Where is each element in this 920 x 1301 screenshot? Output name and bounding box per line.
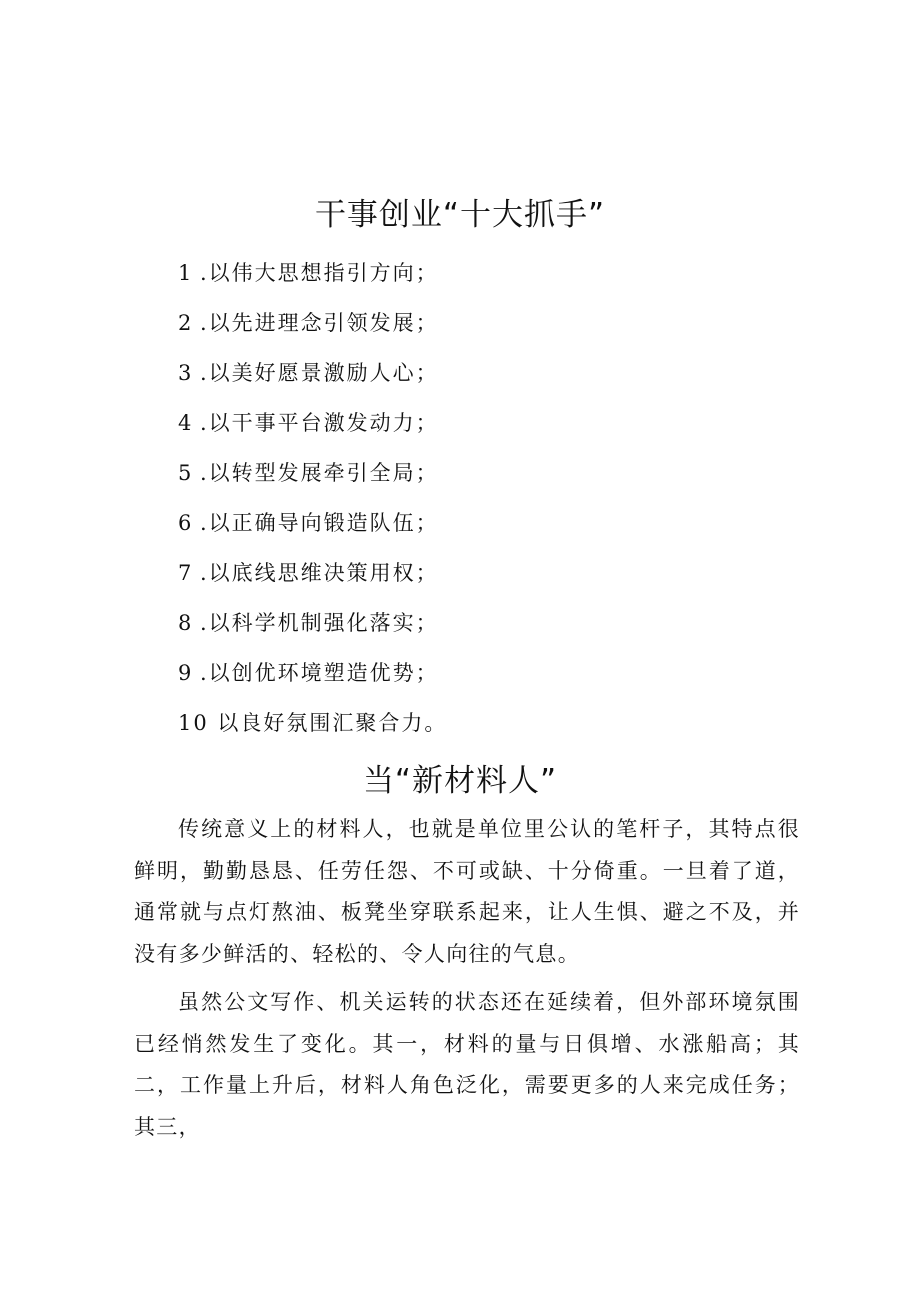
list-item [178,448,447,498]
item-text: .以底线思维决策用权； [200,561,439,585]
item-text: .以伟大思想指引方向； [200,261,439,285]
item-text: .以干事平台激发动力； [200,411,439,435]
item-number: 4 [178,411,194,435]
item-text: .以先进理念引领发展； [200,311,439,335]
item-number: 9 [178,661,194,685]
item-text: .以正确导向锻造队伍； [200,511,439,535]
list-item [178,648,447,698]
item-number: 2 [178,311,194,335]
section-title: 当“新材料人” [362,763,558,799]
ten-points-list [178,248,447,748]
list-item [178,598,447,648]
list-item [178,298,447,348]
list-item [178,248,447,298]
item-text: .以科学机制强化落实； [200,611,439,635]
item-number: 1 [178,261,194,285]
list-item [178,698,447,748]
item-number: 8 [178,611,194,635]
item-number: 10 [178,711,209,735]
body-paragraph: 传统意义上的材料人，也就是单位里公认的笔杆子，其特点很鲜明，勤勤恳恳、任劳任怨、不可或缺、十分倚重。一旦着了道，通常就与点灯熬油、板凳坐穿联系起来，让人生惧、避之不及，并没有多少鲜活的、轻松的、令人向往的气息。 [134,817,800,966]
document-title: 干事创业“十大抓手” [314,197,606,233]
item-text: .以创优环境塑造优势； [200,661,439,685]
item-number: 7 [178,561,194,585]
item-number: 6 [178,511,194,535]
item-number: 3 [178,361,194,385]
list-item [178,398,447,448]
item-text: .以转型发展牵引全局； [200,461,439,485]
body-paragraph: 虽然公文写作、机关运转的状态还在延续着，但外部环境氛围已经悄然发生了变化。其一，材料的量与日俱增、水涨船高；其二，工作量上升后，材料人角色泛化，需要更多的人来完成任务；其三， [134,990,800,1139]
item-number: 5 [178,461,194,485]
item-text: .以美好愿景激励人心； [200,361,439,385]
list-item [178,498,447,548]
list-item [178,548,447,598]
item-text: 以良好氛围汇聚合力。 [208,711,448,735]
list-item [178,348,447,398]
